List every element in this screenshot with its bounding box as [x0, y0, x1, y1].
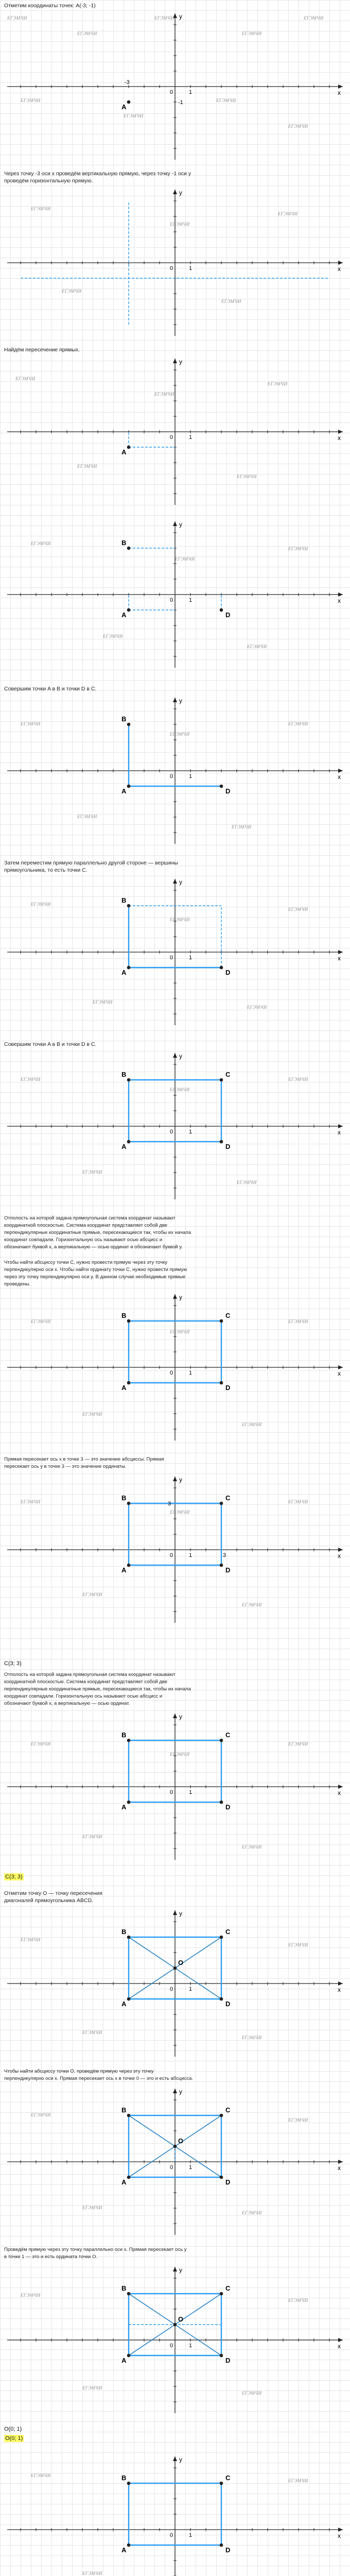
y-axis-label: y — [179, 13, 182, 20]
point-d — [220, 1801, 223, 1804]
point-label-a: A — [121, 2000, 127, 2008]
watermark: ЕГЭМЧИ — [7, 15, 27, 21]
text-step-21: координатной плоскостью. Система координат представляет собой две — [4, 1679, 168, 1685]
unit-label: 1 — [189, 2532, 192, 2538]
point-d — [220, 608, 223, 612]
graph-10 — [0, 1709, 350, 1864]
watermark: ЕГЭМЧИ — [170, 1510, 190, 1515]
watermark: ЕГЭМЧИ — [242, 1602, 262, 1607]
origin-label: 0 — [170, 434, 173, 440]
y-axis-arrow — [173, 359, 177, 363]
unit-label: 1 — [189, 2343, 192, 2349]
point-d — [220, 1381, 223, 1385]
point-b — [127, 904, 131, 908]
point-label-d: D — [225, 1143, 231, 1150]
point-d — [220, 1564, 223, 1567]
y-axis-label: y — [179, 1294, 182, 1301]
point-label-c: C — [225, 2284, 231, 2292]
text-step-27: Чтобы найти абсциссу точки O, проведём прямую через эту точку — [4, 2069, 154, 2074]
y-axis-label: y — [179, 2266, 182, 2274]
answer-1: C(3; 3) — [4, 1660, 22, 1667]
point-a — [127, 1381, 131, 1385]
point-label-b: B — [121, 539, 127, 547]
x-axis-arrow — [338, 430, 343, 434]
watermark: ЕГЭМЧИ — [288, 1077, 308, 1082]
unit-label: 1 — [189, 597, 192, 603]
point-b — [127, 1936, 131, 1939]
graph-6 — [0, 875, 350, 1029]
unit-label: 1 — [189, 89, 192, 95]
watermark: ЕГЭМЧИ — [31, 206, 51, 211]
x-axis-label: x — [338, 1370, 341, 1377]
watermark: ЕГЭМЧИ — [124, 113, 144, 118]
text-step-17: проведены. — [4, 1281, 31, 1287]
watermark: ЕГЭМЧИ — [288, 1942, 308, 1947]
point-label-d: D — [225, 969, 231, 976]
watermark: ЕГЭМЧИ — [62, 289, 82, 294]
point-label-d: D — [225, 2000, 231, 2008]
point-a — [127, 785, 131, 788]
y-axis-arrow — [173, 1053, 177, 1058]
y-axis-arrow — [173, 1910, 177, 1915]
x-axis-arrow — [338, 2160, 343, 2164]
watermark: ЕГЭМЧИ — [288, 1319, 308, 1324]
point-a — [127, 1997, 131, 2001]
watermark: ЕГЭМЧИ — [77, 464, 97, 469]
graph-1 — [0, 9, 350, 164]
answer-2: C(3; 3) — [5, 1874, 23, 1880]
unit-label: 1 — [189, 1129, 192, 1135]
point-label-b: B — [121, 2474, 127, 2482]
x-axis-label: x — [338, 1789, 341, 1797]
text-step-9: Отполость на которой задана прямоугольная система координат называют — [4, 1215, 176, 1221]
point-c — [220, 1078, 223, 1082]
point-label-a: A — [121, 103, 127, 111]
origin-label: 0 — [170, 955, 173, 961]
text-step-3: проведём горизонтальную прямую. — [4, 178, 93, 184]
text-step-1: Отметим координаты точек: A(-3; -1) — [4, 3, 96, 9]
y-axis-arrow — [173, 1477, 177, 1481]
origin-label: 0 — [170, 2532, 173, 2538]
unit-label: 1 — [189, 1552, 192, 1558]
watermark: ЕГЭМЧИ — [21, 2293, 41, 2298]
graph-5 — [0, 693, 350, 848]
point-label-a: A — [121, 969, 127, 976]
watermark: ЕГЭМЧИ — [232, 824, 252, 829]
x-axis-label: x — [338, 2164, 341, 2172]
watermark: ЕГЭМЧИ — [82, 1170, 102, 1175]
point-label-d: D — [225, 1384, 231, 1392]
origin-label: 0 — [170, 89, 173, 95]
y-axis-arrow — [173, 521, 177, 526]
watermark: ЕГЭМЧИ — [77, 31, 97, 36]
y-axis-arrow — [173, 2089, 177, 2093]
watermark: ЕГЭМЧИ — [103, 634, 123, 639]
point-label-a: A — [121, 448, 127, 456]
point-c — [220, 1739, 223, 1742]
watermark: ЕГЭМЧИ — [242, 1844, 262, 1850]
text-step-10: координатной плоскостью. Система координат представляет собой две — [4, 1223, 168, 1228]
y-axis-arrow — [173, 698, 177, 702]
graph-3 — [0, 354, 350, 509]
watermark: ЕГЭМЧИ — [288, 1499, 308, 1504]
point-b — [127, 2482, 131, 2485]
watermark: ЕГЭМЧИ — [247, 644, 267, 649]
point-b — [127, 1078, 131, 1082]
x-axis-label: x — [338, 955, 341, 962]
point-label-c: C — [225, 1312, 231, 1319]
point-label-d: D — [225, 611, 231, 619]
point-b — [127, 723, 131, 726]
point-label-b: B — [121, 1731, 127, 1739]
watermark: ЕГЭМЧИ — [21, 721, 41, 726]
point-label-b: B — [121, 2106, 127, 2114]
watermark: ЕГЭМЧИ — [242, 1422, 262, 1427]
point-a — [127, 1140, 131, 1144]
unit-label: 1 — [189, 1986, 192, 1992]
watermark: ЕГЭМЧИ — [15, 376, 36, 381]
point-label-a: A — [121, 2546, 127, 2554]
x-axis-label: x — [338, 1986, 341, 1993]
watermark: ЕГЭМЧИ — [242, 2391, 262, 2396]
origin-label: 0 — [170, 2343, 173, 2349]
x-axis-arrow — [338, 769, 343, 773]
point-c — [220, 2482, 223, 2485]
text-step-18: Прямая пересекает ось x в точке 3 — это значение абсциссы. Прямая — [4, 1456, 164, 1462]
origin-label: 0 — [170, 1789, 173, 1795]
point-a — [127, 1801, 131, 1804]
watermark: ЕГЭМЧИ — [288, 907, 308, 912]
point-label-d: D — [225, 2178, 231, 2186]
watermark: ЕГЭМЧИ — [237, 474, 257, 479]
point-d — [220, 1997, 223, 2001]
watermark: ЕГЭМЧИ — [288, 546, 308, 551]
text-step-12: координат совпадали. Горизонтальную ось называют осью абсцисс и — [4, 1237, 163, 1243]
tick-label-neg3: -3 — [125, 79, 130, 86]
point-label-b: B — [121, 1071, 127, 1078]
watermark: ЕГЭМЧИ — [21, 1499, 41, 1504]
point-label-d: D — [225, 1566, 231, 1574]
x-axis-arrow — [338, 261, 343, 265]
graph-11 — [0, 1906, 350, 2061]
y-axis-label: y — [179, 878, 182, 886]
point-b — [127, 2114, 131, 2117]
x-axis-arrow — [338, 1124, 343, 1128]
point-label-b: B — [121, 1494, 127, 1502]
y-axis-arrow — [173, 1714, 177, 1718]
watermark: ЕГЭМЧИ — [31, 1319, 51, 1324]
watermark: ЕГЭМЧИ — [21, 98, 41, 103]
tick-label-3y: 3 — [168, 1501, 171, 1507]
watermark: ЕГЭМЧИ — [82, 1412, 102, 1417]
x-axis-label: x — [338, 265, 341, 273]
point-label-a: A — [121, 1143, 127, 1150]
x-axis-arrow — [338, 2528, 343, 2532]
point-label-b: B — [121, 715, 127, 723]
x-axis-label: x — [338, 434, 341, 442]
text-step-25: Отметим точку O — точку пересечения — [4, 1890, 102, 1896]
point-c — [220, 1502, 223, 1505]
watermark: ЕГЭМЧИ — [304, 15, 324, 21]
watermark: ЕГЭМЧИ — [21, 1077, 41, 1082]
point-b — [127, 1502, 131, 1505]
graph-8 — [0, 1290, 350, 1445]
watermark: ЕГЭМЧИ — [278, 211, 298, 216]
point-label-b: B — [121, 2284, 127, 2292]
point-a — [127, 2544, 131, 2547]
point-label-c: C — [225, 1731, 231, 1739]
graph-4 — [0, 517, 350, 672]
watermark: ЕГЭМЧИ — [93, 999, 113, 1005]
text-step-13: обозначают буквой x, а вертикальную — осью ординат и обозначают буквой y. — [4, 1244, 183, 1250]
text-step-16: через эту точку перпендикулярно оси y. В данном случае необходимые прямые — [4, 1274, 186, 1280]
point-label-c: C — [225, 2106, 231, 2114]
text-step-24: обозначают буквой x, а вертикальную — осью ординат. — [4, 1701, 130, 1706]
text-step-7: прямоугольника, то есть точки C. — [4, 867, 87, 873]
watermark: ЕГЭМЧИ — [221, 299, 241, 304]
watermark: ЕГЭМЧИ — [154, 15, 174, 21]
graph-9 — [0, 1472, 350, 1627]
origin-label: 0 — [170, 1129, 173, 1135]
y-axis-label: y — [179, 2456, 182, 2463]
x-axis-label: x — [338, 2532, 341, 2539]
point-b — [127, 1739, 131, 1742]
graph-13 — [0, 2263, 350, 2417]
point-label-c: C — [225, 1494, 231, 1502]
watermark: ЕГЭМЧИ — [82, 2385, 102, 2391]
text-step-15: перпендикулярно оси x. Чтобы найти ординату точки C, нужно провести прямую — [4, 1267, 187, 1273]
watermark: ЕГЭМЧИ — [31, 2473, 51, 2478]
watermark: ЕГЭМЧИ — [21, 1937, 41, 1942]
y-axis-label: y — [179, 358, 182, 365]
watermark: ЕГЭМЧИ — [242, 31, 262, 36]
watermark: ЕГЭМЧИ — [288, 721, 308, 726]
watermark: ЕГЭМЧИ — [247, 1005, 267, 1010]
watermark: ЕГЭМЧИ — [268, 381, 288, 386]
watermark: ЕГЭМЧИ — [216, 98, 236, 103]
watermark: ЕГЭМЧИ — [242, 2035, 262, 2040]
point-label-c: C — [225, 1928, 231, 1936]
origin-label: 0 — [170, 773, 173, 779]
watermark: ЕГЭМЧИ — [82, 2030, 102, 2035]
x-axis-arrow — [338, 592, 343, 597]
x-axis-label: x — [338, 89, 341, 96]
x-axis-arrow — [338, 1365, 343, 1369]
point-o — [173, 2323, 177, 2327]
point-d — [220, 785, 223, 788]
y-axis-label: y — [179, 521, 182, 528]
y-axis-label: y — [179, 189, 182, 196]
text-step-28: перпендикулярно оси x. Прямая пересекает ось x в точке 0 — это и есть абсцисса. — [4, 2076, 194, 2081]
y-axis-arrow — [173, 1294, 177, 1299]
watermark: ЕГЭМЧИ — [288, 2298, 308, 2303]
unit-label: 1 — [189, 265, 192, 272]
x-axis-arrow — [338, 2338, 343, 2342]
y-axis-label: y — [179, 697, 182, 704]
watermark: ЕГЭМЧИ — [82, 2205, 102, 2210]
text-step-29: Проведём прямую через эту точку параллельно оси x. Прямая пересекает ось y — [4, 2247, 187, 2252]
text-step-20: Отполость на которой задана прямоугольная система координат называют — [4, 1672, 176, 1677]
watermark: ЕГЭМЧИ — [31, 1741, 51, 1747]
watermark: ЕГЭМЧИ — [170, 1752, 190, 1757]
x-axis-label: x — [338, 2343, 341, 2350]
point-d — [220, 2544, 223, 2547]
y-axis-label: y — [179, 1713, 182, 1720]
graph-12 — [0, 2084, 350, 2239]
watermark: ЕГЭМЧИ — [170, 732, 190, 737]
point-label-a: A — [121, 787, 127, 795]
unit-label: 1 — [189, 434, 192, 440]
x-axis-arrow — [338, 950, 343, 954]
watermark: ЕГЭМЧИ — [242, 2210, 262, 2215]
tick-label-neg1: -1 — [178, 99, 183, 106]
point-label-d: D — [225, 1803, 231, 1811]
point-label-a: A — [121, 1803, 127, 1811]
graph-14 — [0, 2452, 350, 2576]
point-c — [220, 2114, 223, 2117]
point-a — [127, 446, 131, 449]
watermark: ЕГЭМЧИ — [170, 1329, 190, 1334]
x-axis-arrow — [338, 1548, 343, 1552]
point-label-c: C — [225, 2474, 231, 2482]
graph-7 — [0, 1049, 350, 1204]
watermark: ЕГЭМЧИ — [31, 2112, 51, 2117]
watermark: ЕГЭМЧИ — [170, 222, 190, 227]
text-step-23: координат совпадали. Горизонтальную ось называют осью абсцисс и — [4, 1693, 163, 1699]
text-step-11: перпендикулярные координатные прямые, пересекающиеся так, чтобы их начала — [4, 1230, 191, 1235]
watermark: ЕГЭМЧИ — [288, 2117, 308, 2123]
y-axis-label: y — [179, 1910, 182, 1917]
point-a — [127, 100, 131, 104]
point-o — [173, 1967, 177, 1970]
origin-label: 0 — [170, 265, 173, 272]
text-step-2: Через точку -3 оси x проведём вертикальную прямую, через точку -1 оси y — [4, 171, 191, 177]
watermark: ЕГЭМЧИ — [237, 1180, 257, 1185]
answer-3: O(0; 1) — [4, 2426, 22, 2432]
watermark: ЕГЭМЧИ — [82, 1834, 102, 1839]
unit-label: 1 — [189, 1789, 192, 1795]
watermark: ЕГЭМЧИ — [288, 1741, 308, 1747]
text-step-30: в точке 1 — это и есть ордината точки O. — [4, 2254, 98, 2260]
x-axis-label: x — [338, 1552, 341, 1560]
watermark: ЕГЭМЧИ — [288, 124, 308, 129]
graph-2 — [0, 185, 350, 340]
text-step-4: Найдём пересечение прямых. — [4, 347, 80, 353]
y-axis-label: y — [179, 1053, 182, 1060]
answer-4: O(0; 1) — [5, 2435, 23, 2442]
watermark: ЕГЭМЧИ — [175, 556, 195, 562]
point-label-b: B — [121, 896, 127, 904]
point-a — [127, 1564, 131, 1567]
text-step-5: Совершим точки A в B и точки D в C. — [4, 686, 97, 692]
unit-label: 1 — [189, 773, 192, 779]
y-axis-label: y — [179, 2088, 182, 2095]
unit-label: 1 — [189, 955, 192, 961]
watermark: ЕГЭМЧИ — [154, 392, 174, 397]
origin-label: 0 — [170, 1552, 173, 1558]
point-label-a: A — [121, 2357, 127, 2364]
point-label-b: B — [121, 1312, 127, 1319]
y-axis-label: y — [179, 1476, 182, 1483]
watermark: ЕГЭМЧИ — [288, 2478, 308, 2483]
point-a — [127, 2354, 131, 2358]
tick-label-3x: 3 — [223, 1552, 226, 1558]
point-d — [220, 2176, 223, 2179]
text-step-8: Совершим точки A в B и точки D в C. — [4, 1041, 97, 1047]
y-axis-arrow — [173, 879, 177, 884]
origin-label: 0 — [170, 2164, 173, 2171]
point-b — [127, 547, 131, 550]
x-axis-label: x — [338, 597, 341, 604]
point-label-o: O — [178, 1959, 184, 1967]
y-axis-arrow — [173, 190, 177, 194]
watermark: ЕГЭМЧИ — [31, 541, 51, 546]
point-label-b: B — [121, 1928, 127, 1936]
point-label-a: A — [121, 1566, 127, 1574]
point-label-o: O — [178, 2137, 184, 2145]
point-c — [220, 1936, 223, 1939]
watermark: ЕГЭМЧИ — [82, 1592, 102, 1597]
point-label-a: A — [121, 2178, 127, 2186]
point-label-a: A — [121, 1384, 127, 1392]
x-axis-arrow — [338, 1785, 343, 1789]
point-c — [220, 2292, 223, 2296]
watermark: ЕГЭМЧИ — [31, 902, 51, 907]
watermark: ЕГЭМЧИ — [77, 814, 97, 819]
x-axis-label: x — [338, 1129, 341, 1136]
text-step-26: диагоналей прямоугольника ABCD. — [4, 1897, 94, 1904]
watermark: ЕГЭМЧИ — [170, 1087, 190, 1092]
point-o — [173, 2145, 177, 2148]
point-label-d: D — [225, 2357, 231, 2364]
x-axis-label: x — [338, 773, 341, 781]
text-step-19: пересекает ось y в точке 3 — это значение ординаты. — [4, 1464, 127, 1469]
point-label-o: O — [178, 2315, 184, 2323]
unit-label: 1 — [189, 2164, 192, 2171]
watermark: ЕГЭМЧИ — [170, 917, 190, 922]
point-b — [127, 2292, 131, 2296]
point-d — [220, 2354, 223, 2358]
text-step-14: Чтобы найти абсциссу точки C, нужно провести прямую через эту точку — [4, 1260, 167, 1265]
point-label-c: C — [225, 1071, 231, 1078]
origin-label: 0 — [170, 597, 173, 603]
origin-label: 0 — [170, 1370, 173, 1376]
point-d — [220, 1140, 223, 1144]
point-label-a: A — [121, 611, 127, 619]
x-axis-arrow — [338, 1981, 343, 1986]
point-label-d: D — [225, 787, 231, 795]
point-a — [127, 966, 131, 970]
origin-label: 0 — [170, 1986, 173, 1992]
point-b — [127, 1319, 131, 1323]
text-step-22: перпендикулярные координатные прямые, пересекающиеся так, чтобы их начала — [4, 1686, 191, 1692]
point-d — [220, 966, 223, 970]
point-a — [127, 2176, 131, 2179]
y-axis-arrow — [173, 2456, 177, 2461]
point-a — [127, 608, 131, 612]
watermark: ЕГЭМЧИ — [82, 2571, 102, 2576]
point-c — [220, 1319, 223, 1323]
unit-label: 1 — [189, 1370, 192, 1376]
point-label-d: D — [225, 2546, 231, 2554]
x-axis-arrow — [338, 84, 343, 89]
y-axis-arrow — [173, 2267, 177, 2272]
text-step-6: Затем переместим прямую параллельно другой стороне — вершины — [4, 860, 179, 866]
